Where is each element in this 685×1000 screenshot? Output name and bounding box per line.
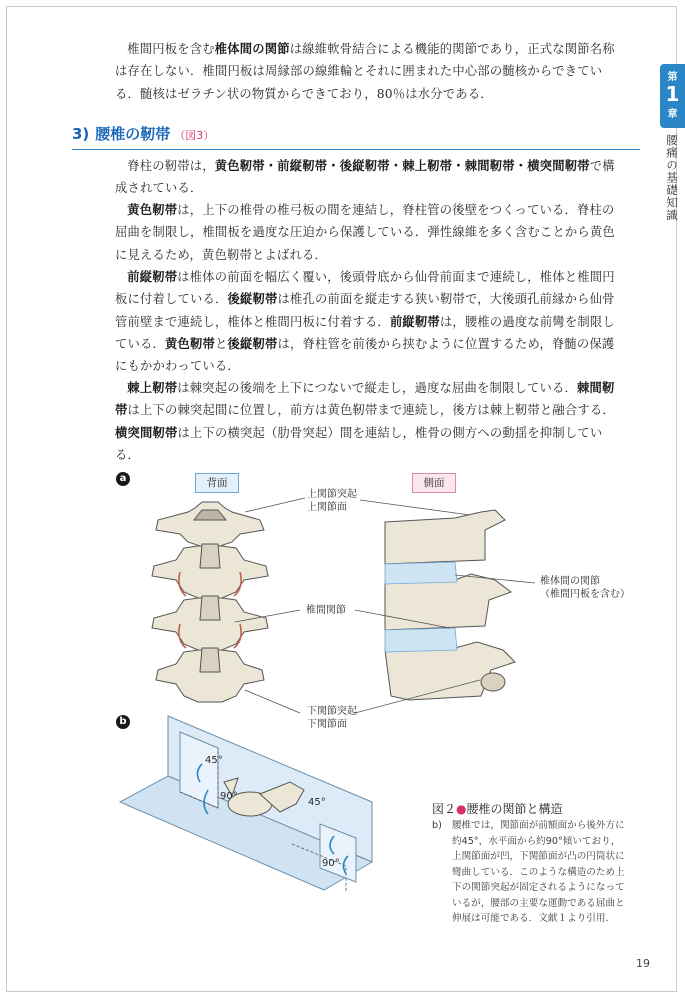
- angle-45-left: 45°: [205, 755, 223, 766]
- figure-label-a: a: [116, 472, 130, 486]
- back-view-label: 背面: [195, 473, 239, 493]
- caption-bullet-icon: ●: [456, 802, 467, 816]
- annotation-lower-process: 下関節突起 下関節面: [307, 706, 357, 730]
- angle-45-right: 45°: [308, 797, 326, 808]
- chapter-prefix: 第: [667, 72, 678, 83]
- annotation-upper-process: 上関節突起 上関節面: [307, 489, 357, 513]
- section-number: 3): [72, 125, 90, 143]
- paragraph-ligamentum-flavum: 黄色靭帯は，上下の椎骨の椎弓板の間を連結し，脊柱管の後壁をつくっている．脊柱の屈曲を制限し，椎間板を過度な圧迫から保護している．弾性線維を多く含むことから黄色に見えるため，黄色靭帯とよばれる．: [115, 203, 615, 262]
- side-view-label: 側面: [412, 473, 456, 493]
- chapter-title: 腰痛の基礎知識: [665, 134, 679, 222]
- paragraph-ligaments-overview: 脊柱の靭帯は，黄色靭帯・前縦靭帯・後縦靭帯・棘上靭帯・棘間靭帯・横突間靭帯で構成されている．: [115, 159, 615, 196]
- page-number: 19: [636, 957, 650, 970]
- figure-caption-title: 図２●腰椎の関節と構造: [432, 802, 563, 816]
- chapter-number: 1: [665, 82, 680, 106]
- annotation-intervertebral-joint: 椎体間の関節 （椎間円板を含む）: [540, 576, 630, 600]
- section-title: 腰椎の靭帯: [95, 125, 171, 143]
- facet-orientation-diagram: [120, 712, 400, 902]
- angle-90-left: 90°: [220, 791, 238, 802]
- chapter-suffix: 章: [667, 109, 678, 120]
- figure-reference-link[interactable]: （図3）: [174, 129, 215, 142]
- annotation-facet-joint: 椎間関節: [306, 605, 346, 616]
- paragraph-longitudinal-ligaments: 前縦靭帯は椎体の前面を幅広く覆い，後頭骨底から仙骨前面まで連続し，椎体と椎間円板に付着している．後縦靭帯は椎孔の前面を縦走する狭い靭帯で，大後頭孔前縁から仙骨管前壁まで連続し，椎体と椎間円板に付着する．前縦靭帯は，腰椎の過度な前彎を制限している．黄色靭帯と後縦靭帯は，脊柱管を前後から挟むように位置するため，脊髄の保護にもかかわっている．: [115, 270, 615, 374]
- figure-label-b: b: [116, 715, 130, 729]
- angle-90-right: 90°: [322, 858, 340, 869]
- figure-caption-text: b) 腰椎では，関節面が前額面から後外方に約45°，水平面から約90°傾いており，上関節面が凹，下関節面が凸の円筒状に彎曲している．このような構造のため上下の関節突起が固定されるようになっているが，腰部の主要な運動である屈曲と伸展は可能である．文献１より引用．: [432, 820, 625, 924]
- paragraph-spinous-ligaments: 棘上靭帯は棘突起の後端を上下につないで縦走し，過度な屈曲を制限している．棘間靭帯は上下の棘突起間に位置し，前方は黄色靭帯まで連続し，後方は棘上靭帯と融合する．横突間靭帯は上下の横突起（肋骨突起）間を連結し，椎骨の側方への動揺を抑制している．: [115, 381, 615, 462]
- intro-paragraph: 椎間円板を含む椎体間の関節は線維軟骨結合による機能的関節であり，正式な関節名称は存在しない．椎間円板は周縁部の線維輪とそれに囲まれた中心部の髄核からできている．髄核はゼラチン状の物質からできており，80％は水分である．: [115, 42, 615, 101]
